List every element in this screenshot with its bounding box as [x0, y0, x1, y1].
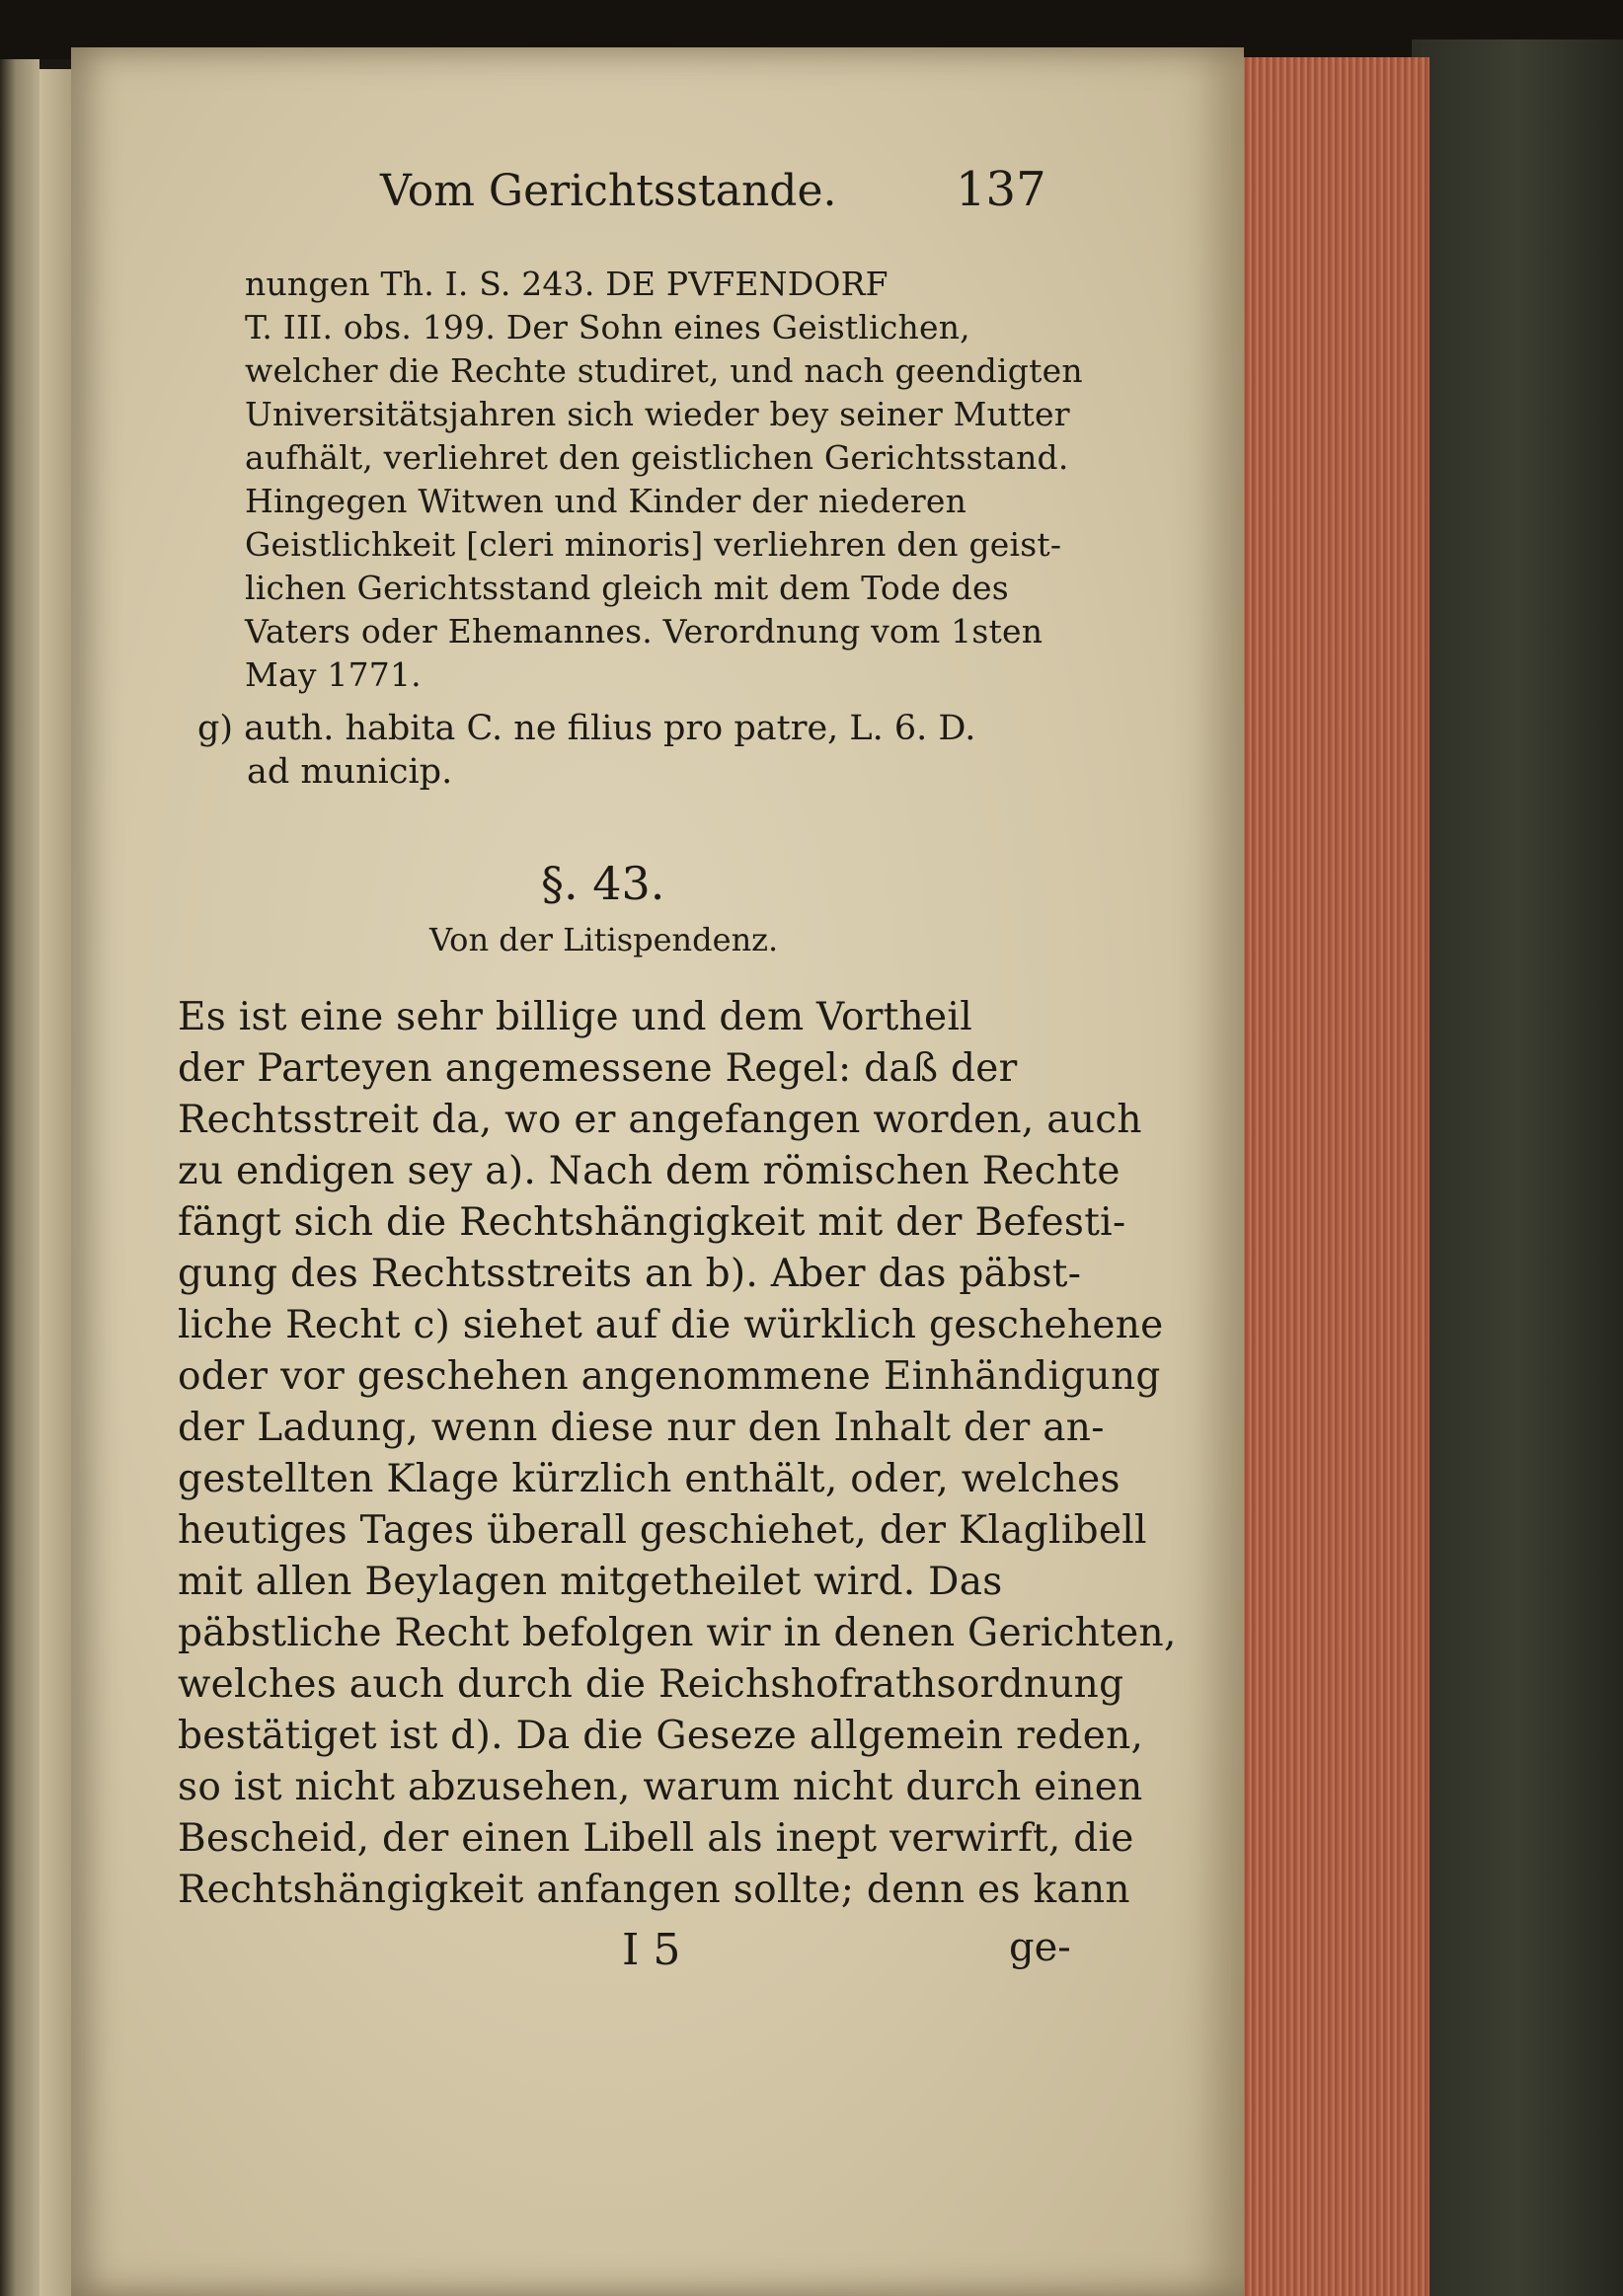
- footnote-line: Hingegen Witwen und Kinder der niederen: [245, 482, 967, 520]
- body-line: liche Recht c) siehet auf die würklich geschehene: [178, 1303, 1164, 1347]
- body-line: fängt sich die Rechtshängigkeit mit der Befesti-: [178, 1200, 1126, 1245]
- section-title: Von der Litispendenz.: [429, 921, 779, 958]
- book-cover-board: [1412, 39, 1623, 2296]
- body-line: Bescheid, der einen Libell als inept verwirft, die: [178, 1816, 1134, 1861]
- left-binding-edge: [0, 59, 39, 2296]
- body-line: welches auch durch die Reichshofrathsordnung: [178, 1662, 1124, 1707]
- footnote-g-continuation: ad municip.: [247, 752, 453, 792]
- footnote-line: lichen Gerichtsstand gleich mit dem Tode des: [245, 569, 1009, 607]
- body-line: oder vor geschehen angenommene Einhändigung: [178, 1354, 1161, 1399]
- section-number: §. 43.: [541, 857, 665, 910]
- footnote-line: aufhält, verliehret den geistlichen Gerichtsstand.: [245, 438, 1069, 477]
- catchword: ge-: [1009, 1925, 1071, 1970]
- page-number: 137: [956, 162, 1046, 217]
- body-line: zu endigen sey a). Nach dem römischen Rechte: [178, 1149, 1121, 1193]
- footnote-line: Geistlichkeit [cleri minoris] verliehren den geist-: [245, 525, 1062, 564]
- running-title: Vom Gerichtsstande.: [380, 166, 837, 216]
- body-line: mit allen Beylagen mitgetheilet wird. Das: [178, 1560, 1003, 1604]
- page-edges-block: [1232, 57, 1430, 2296]
- body-line: der Ladung, wenn diese nur den Inhalt der an-: [178, 1406, 1105, 1450]
- body-line: Es ist eine sehr billige und dem Vortheil: [178, 995, 972, 1039]
- body-line: heutiges Tages überall geschiehet, der Klaglibell: [178, 1508, 1147, 1553]
- footnote-line: May 1771.: [245, 655, 422, 694]
- body-line: päbstliche Recht befolgen wir in denen Gerichten,: [178, 1611, 1177, 1655]
- body-line: Rechtsstreit da, wo er angefangen worden, auch: [178, 1098, 1142, 1142]
- footnote-line: Vaters oder Ehemannes. Verordnung vom 1sten: [245, 612, 1043, 651]
- body-line: gestellten Klage kürzlich enthält, oder, welches: [178, 1457, 1121, 1501]
- signature-mark: I 5: [622, 1925, 681, 1975]
- footnote-g: g) auth. habita C. ne filius pro patre, L. 6. D.: [197, 709, 976, 748]
- body-line: so ist nicht abzusehen, warum nicht durch einen: [178, 1765, 1143, 1809]
- footnote-line: T. III. obs. 199. Der Sohn eines Geistlichen,: [245, 308, 970, 346]
- body-line: gung des Rechtsstreits an b). Aber das päbst-: [178, 1252, 1082, 1296]
- body-line: der Parteyen angemessene Regel: daß der: [178, 1046, 1018, 1091]
- footnote-line: Universitätsjahren sich wieder bey seiner Mutter: [245, 395, 1070, 433]
- footnote-line: nungen Th. I. S. 243. DE PVFENDORF: [245, 265, 889, 303]
- body-line: bestätiget ist d). Da die Geseze allgemein reden,: [178, 1714, 1144, 1758]
- footnote-line: welcher die Rechte studiret, und nach geendigten: [245, 351, 1083, 390]
- body-line: Rechtshängigkeit anfangen sollte; denn es kann: [178, 1868, 1130, 1912]
